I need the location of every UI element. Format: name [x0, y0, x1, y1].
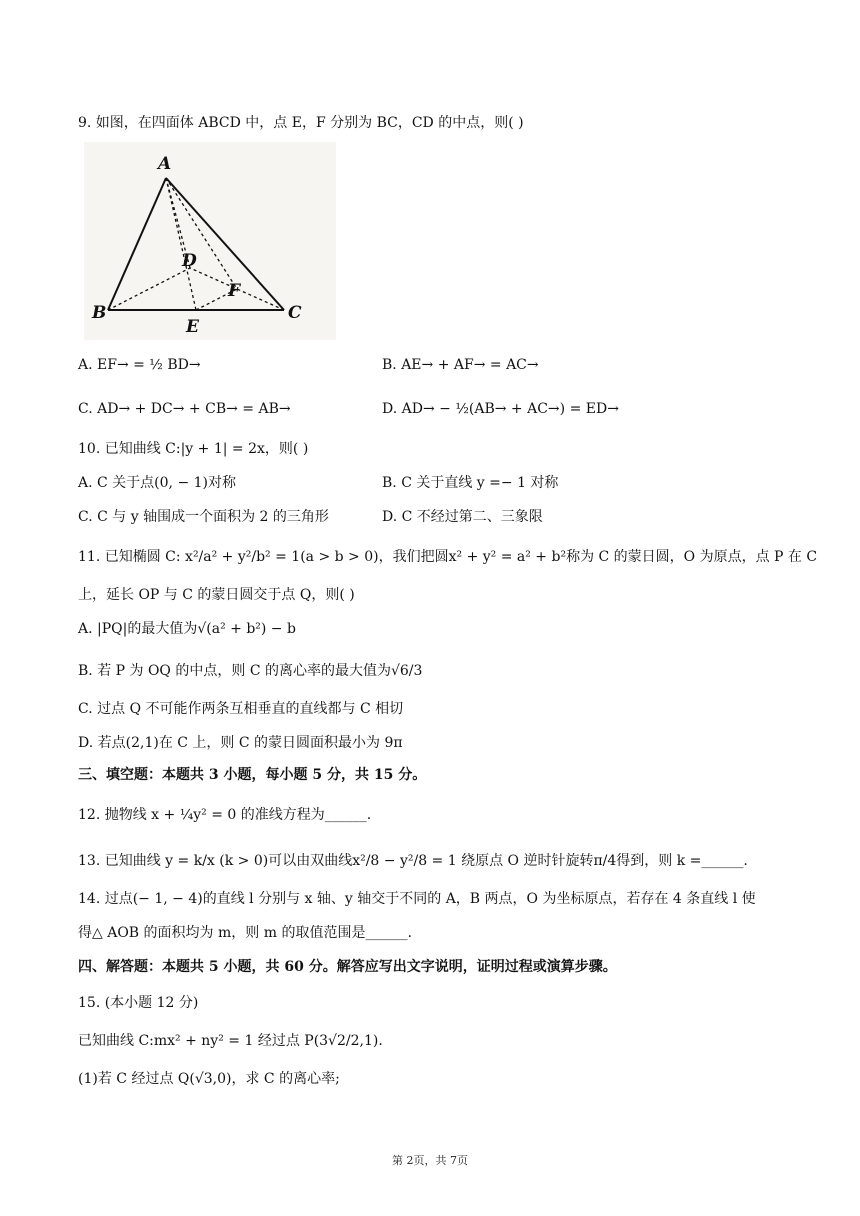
q14-line1: 14. 过点(− 1, − 4)的直线 l 分别与 x 轴、y 轴交于不同的 A，B 两点，O 为坐标原点，若存在 4 条直线 l 使 [78, 891, 756, 907]
label-a: A [158, 154, 172, 174]
q15-header: 15. (本小题 12 分) [78, 995, 199, 1011]
tetrahedron-figure [84, 142, 336, 340]
section-4-heading: 四、解答题：本题共 5 小题，共 60 分。解答应写出文字说明，证明过程或演算步骤。 [78, 959, 617, 975]
q9-option-b: B. AE→ + AF→ = AC→ [382, 357, 539, 373]
q10-option-a: A. C 关于点(0, − 1)对称 [78, 475, 236, 491]
q10-option-b: B. C 关于直线 y =− 1 对称 [382, 475, 559, 491]
q13: 13. 已知曲线 y = k/x (k > 0)可以由双曲线x²/8 − y²/8 = 1 绕原点 O 逆时针旋转π/4得到，则 k =______. [78, 853, 748, 869]
label-c: C [288, 303, 302, 323]
q10-option-c: C. C 与 y 轴围成一个面积为 2 的三角形 [78, 509, 329, 525]
q11-stem-line1: 11. 已知椭圆 C: x²/a² + y²/b² = 1(a > b > 0)，我们把圆x² + y² = a² + b²称为 C 的蒙日圆，O 为原点，点 P 在 C [78, 549, 818, 565]
label-f: F [228, 281, 241, 301]
section-3-heading: 三、填空题：本题共 3 小题，每小题 5 分，共 15 分。 [78, 767, 427, 783]
label-e: E [186, 317, 199, 337]
segment-ae [166, 178, 196, 310]
q10-option-d: D. C 不经过第二、三象限 [382, 509, 543, 525]
q9-option-a: A. EF→ = ½ BD→ [78, 357, 201, 373]
page-footer: 第 2页，共 7页 [392, 1154, 468, 1167]
q11-option-a: A. |PQ|的最大值为√(a² + b²) − b [78, 621, 296, 637]
q9-option-d: D. AD→ − ½(AB→ + AC→) = ED→ [382, 401, 619, 417]
q15-stem: 已知曲线 C:mx² + ny² = 1 经过点 P(3√2/2,1). [78, 1033, 383, 1049]
q11-option-b: B. 若 P 为 OQ 的中点，则 C 的离心率的最大值为√6/3 [78, 663, 423, 679]
q9-option-c: C. AD→ + DC→ + CB→ = AB→ [78, 401, 291, 417]
segment-af [166, 178, 237, 289]
q11-stem-line2: 上，延长 OP 与 C 的蒙日圆交于点 Q，则( ) [78, 587, 355, 603]
edge-ab [108, 178, 166, 310]
q9-stem: 9. 如图，在四面体 ABCD 中，点 E，F 分别为 BC，CD 的中点，则( ) [78, 115, 524, 131]
label-d: D [182, 251, 197, 271]
q14-line2: 得△ AOB 的面积均为 m，则 m 的取值范围是______. [78, 925, 412, 941]
q11-option-d: D. 若点(2,1)在 C 上，则 C 的蒙日圆面积最小为 9π [78, 735, 403, 751]
edge-bd [108, 268, 190, 310]
q11-option-c: C. 过点 Q 不可能作两条互相垂直的直线都与 C 相切 [78, 701, 404, 717]
q12: 12. 抛物线 x + ¼y² = 0 的准线方程为______. [78, 807, 372, 823]
label-b: B [92, 303, 107, 323]
q10-stem: 10. 已知曲线 C:|y + 1| = 2x，则( ) [78, 441, 309, 457]
q15-part1: (1)若 C 经过点 Q(√3,0)，求 C 的离心率; [78, 1071, 340, 1087]
